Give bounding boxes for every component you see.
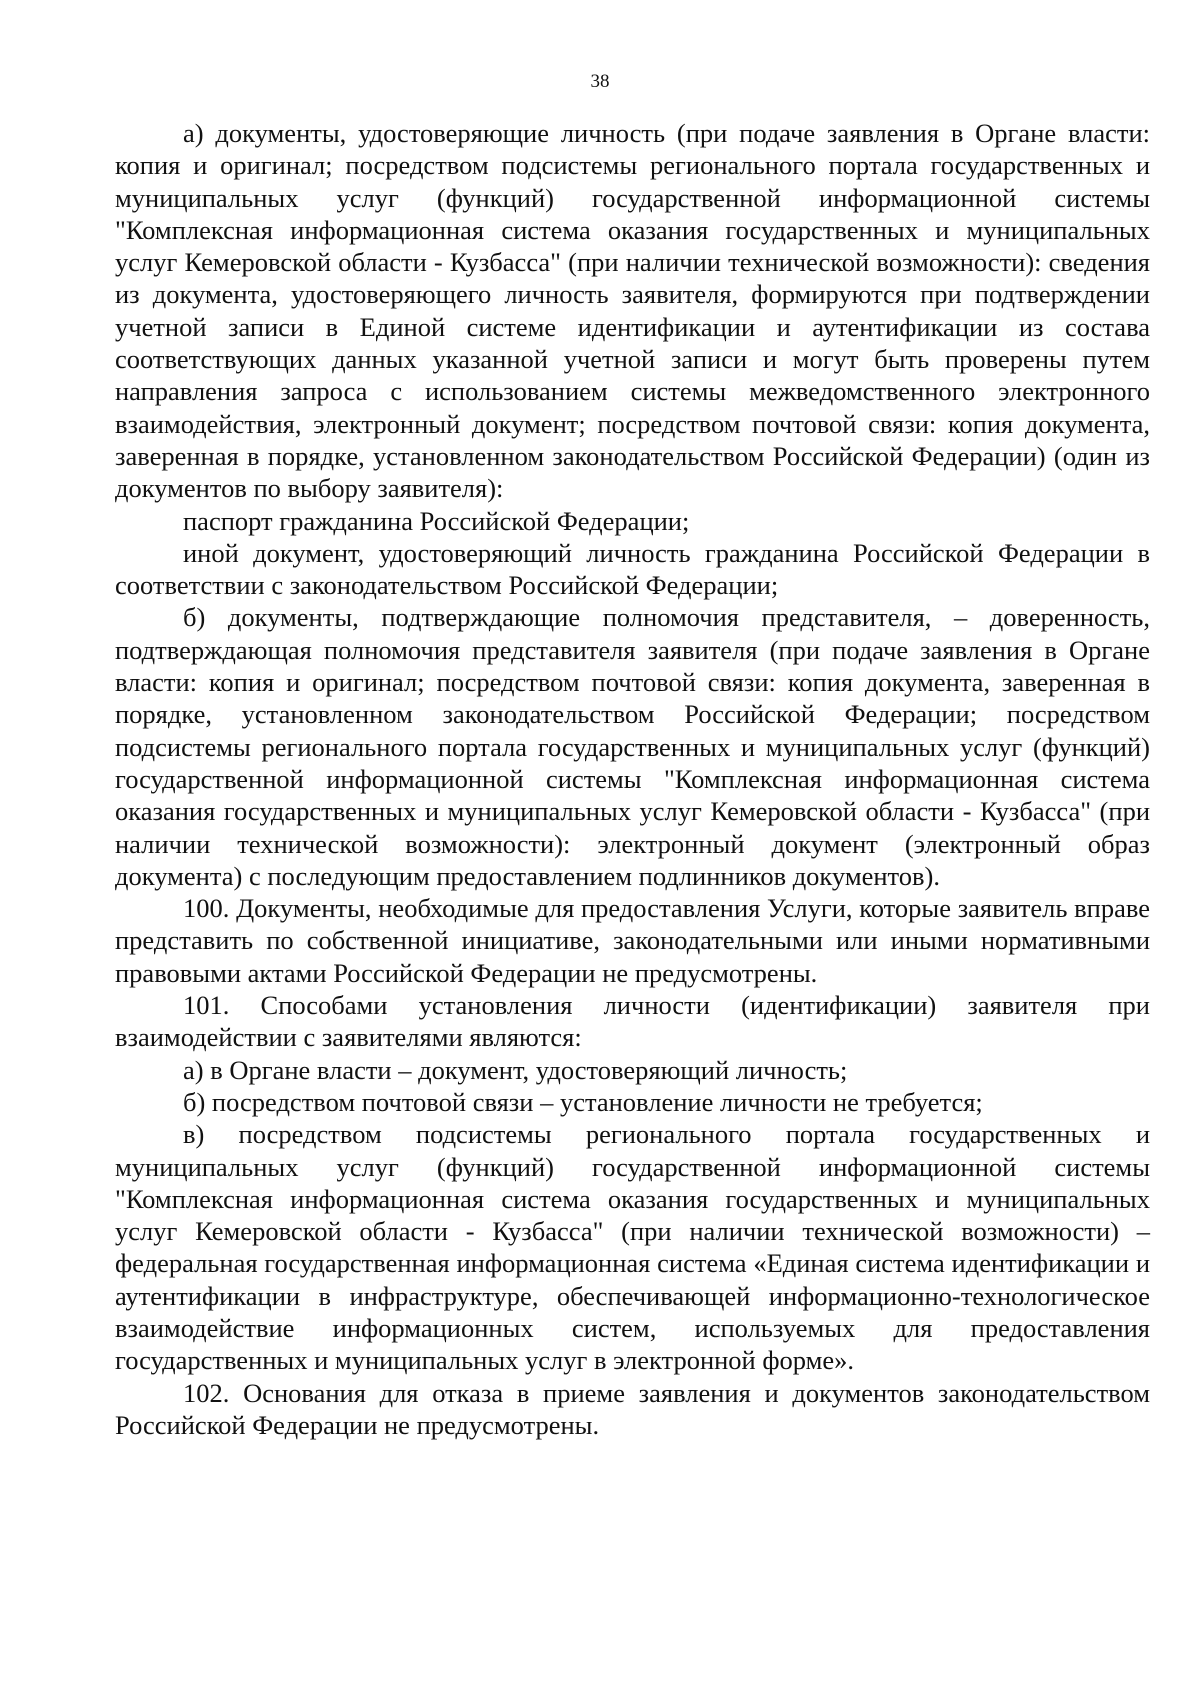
paragraph-b-representative: б) документы, подтверждающие полномочия представителя, – доверенность, подтверждающая полномочия представителя заявителя (при подаче заявления в Органе власти: копия и оригинал; посредством почтовой связи: копия документа, заверенная в порядке, установленном законодательством Российской Федерации; посредством подсистемы регионального портала государственных и муниципальных услуг (функций) государственной информационной системы "Комплексная информационная система оказания государственных и муниципальных услуг Кемеровской области - Кузбасса" (при наличии технической возможности): электронный документ (электронный образ документа) с последующим предоставлением подлинников документов). [115,602,1150,891]
paragraph-passport: паспорт гражданина Российской Федерации; [183,505,690,536]
paragraph-101: 101. Способами установления личности (идентификации) заявителя при взаимодействии с заявителями являются: [115,990,1150,1053]
paragraph-other-document: иной документ, удостоверяющий личность гражданина Российской Федерации в соответствии с законодательством Российской Федерации; [115,537,1150,601]
paragraph-101-b: б) посредством почтовой связи – установление личности не требуется; [183,1086,983,1117]
paragraph-a-identity-documents: а) документы, удостоверяющие личность (при подаче заявления в Органе власти: копия и оригинал; посредством подсистемы регионального портала государственных и муниципальных услуг (функций) государственной информационной системы "Комплексная информационная система оказания государственных и муниципальных услуг Кемеровской области - Кузбасса" (при наличии технической возможности): сведения из документа, удостоверяющего личность заявителя, формируются при подтверждении учетной записи в Единой системе идентификации и аутентификации из состава соответствующих данных указанной учетной записи и могут быть проверены путем направления запроса с использованием системы межведомственного электронного взаимодействия, электронный документ; посредством почтовой связи: копия документа, заверенная в порядке, установленном законодательством Российской Федерации) (один из документов по выбору заявителя): [115,118,1150,504]
paragraph-101-a: а) в Органе власти – документ, удостоверяющий личность; [183,1054,848,1085]
paragraph-101-v: в) посредством подсистемы регионального портала государственных и муниципальных услуг (функций) государственной информационной системы "Комплексная информационная система оказания государственных и муниципальных услуг Кемеровской области - Кузбасса" (при наличии технической возможности) – федеральная государственная информационная система «Единая система идентификации и аутентификации в инфраструктуре, обеспечивающей информационно-технологическое взаимодействие информационных систем, используемых для предоставления государственных и муниципальных услуг в электронной форме». [115,1119,1150,1376]
document-body [115,117,1150,1441]
paragraph-102: 102. Основания для отказа в приеме заявления и документов законодательством Российской Федерации не предусмотрены. [115,1377,1150,1440]
paragraph-100: 100. Документы, необходимые для предоставления Услуги, которые заявитель вправе представить по собственной инициативе, законодательными или иными нормативными правовыми актами Российской Федерации не предусмотрены. [115,893,1150,988]
page-number: 38 [590,71,610,92]
